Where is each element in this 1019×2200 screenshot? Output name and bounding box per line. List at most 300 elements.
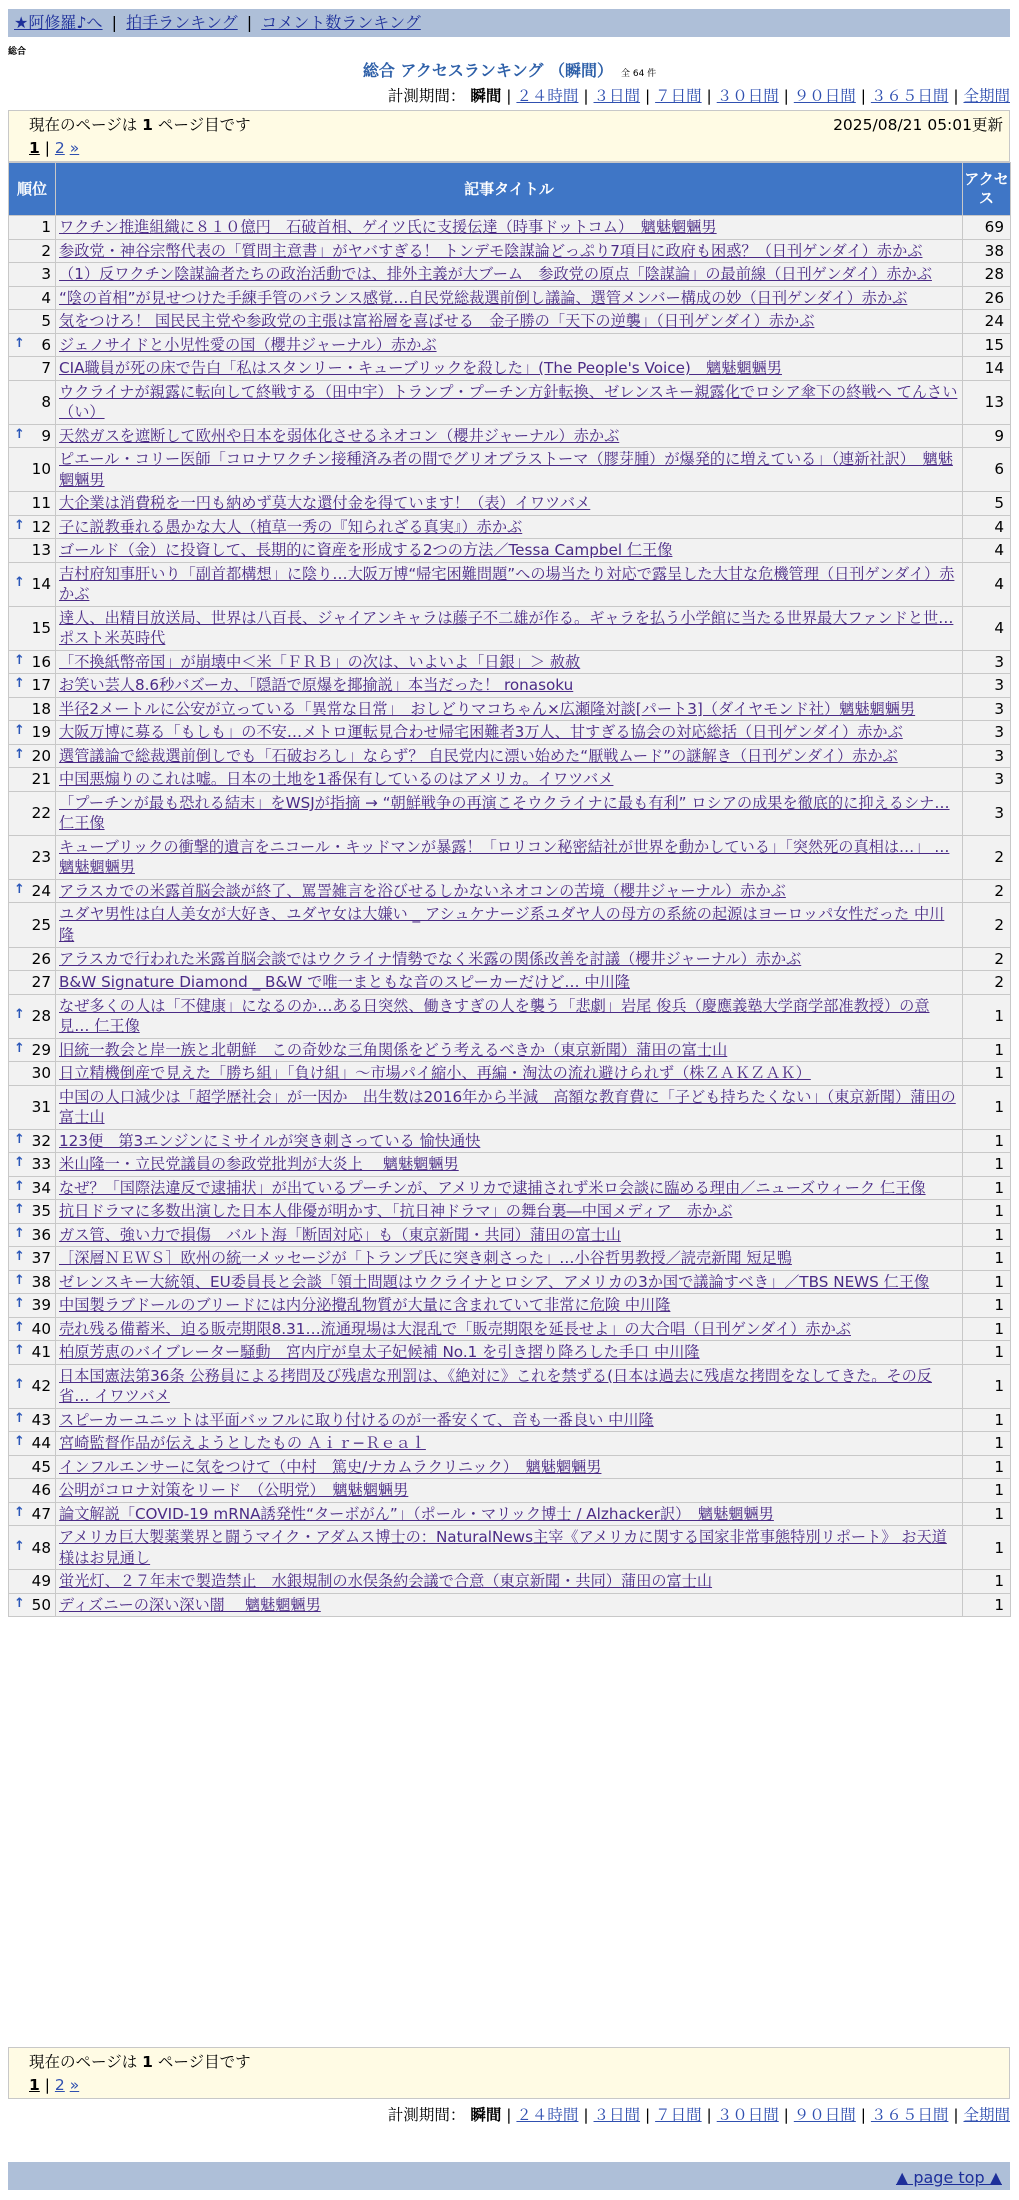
article-title-link[interactable]: 中国悪煽りのこれは嘘。日本の土地を1番保有しているのはアメリカ。イワツバメ [59,770,614,789]
table-row [9,1317,1011,1341]
article-title-link[interactable]: アラスカでの米露首脳会談が終了、罵詈雑言を浴びせるしかないネオコンの苦境（櫻井ジャーナル）赤かぶ [59,881,786,900]
article-title-link[interactable]: 達人、出精目放送局、世界は八百長、ジャイアンキャラは藤子不二雄が作る。ギャラを払う小学館に当たる世界最大ファンドと世… ポスト米英時代 [59,608,954,648]
rank-number: 3 [41,265,51,284]
title-column-header: 記事タイトル [56,163,963,216]
access-count: 2 [963,947,1011,971]
article-title-link[interactable]: 天然ガスを遮断して欧州や日本を弱体化させるネオコン（櫻井ジャーナル）赤かぶ [59,426,620,445]
title-cell [56,835,963,879]
article-title-link[interactable]: 抗日ドラマに多数出演した日本人俳優が明かす、「抗日神ドラマ」の舞台裏―中国メディア 赤かぶ [59,1202,733,1221]
rank-number: 1 [41,218,51,236]
article-title-link[interactable]: お笑い芸人8.6秒バズーカ、「隠語で原爆を揶揄説」本当だった！ ronasoku [59,676,574,695]
access-count: 4 [963,606,1011,650]
period-option-3[interactable]: ３０日間 [716,2106,779,2124]
period-separator: | [855,2106,871,2124]
article-title-link[interactable]: なぜ多くの人は「不健康」になるのか…ある日突然、働きすぎの人を襲う「悲劇」岩尾 俊兵（慶應義塾大学商学部准教授）の意見… 仁王像 [59,996,930,1036]
rank-number: 38 [31,1272,51,1291]
rank-number: 29 [31,1040,51,1059]
article-title-link[interactable]: 123便 第3エンジンにミサイルが突き刺さっている 愉快通快 [59,1131,481,1150]
title-cell [56,539,963,563]
rank-cell [9,947,56,971]
rank-up-arrow-icon: ↑ [14,1410,25,1426]
title-cell [56,1153,963,1177]
access-count: 1 [963,1317,1011,1341]
table-row [9,674,1011,698]
title-cell [56,1341,963,1365]
rank-cell [9,539,56,563]
table-row [9,1223,1011,1247]
period-option-0[interactable]: ２４時間 [516,87,579,105]
period-option-4[interactable]: ９０日間 [793,2106,856,2124]
rank-number: 23 [31,848,51,867]
title-cell [56,448,963,492]
rank-cell [9,1570,56,1594]
access-count: 69 [963,216,1011,240]
rank-up-arrow-icon: ↑ [14,1131,25,1147]
article-title-link[interactable]: インフルエンサーに気をつけて（中村 篤史/ナカムラクリニック） 魑魅魍魎男 [59,1457,602,1476]
title-cell [56,1223,963,1247]
table-row [9,333,1011,357]
article-title-link[interactable]: ユダヤ男性は白人美女が大好き、ユダヤ女は大嫌い _ アシュケナージ系ユダヤ人の母方の系統の起源はヨーロッパ女性だった 中川隆 [59,905,945,944]
access-count: 1 [963,994,1011,1038]
rank-up-arrow-icon: ↑ [14,1296,25,1312]
pager-suffix: ページ目です [157,2053,251,2071]
access-count: 14 [963,357,1011,381]
article-title-link[interactable]: ［深層ＮＥＷＳ］欧州の統一メッセージが「トランプ氏に突き刺さった」…小谷哲男教授／読売新聞 短足鴨 [59,1249,792,1268]
article-title-link[interactable]: 旧統一教会と岸一族と北朝鮮 この奇妙な三角関係をどう考えるべきか（東京新聞）蒲田の富士山 [59,1040,728,1059]
article-title-link[interactable]: 大企業は消費税を一円も納めず莫大な還付金を得ています！（表）イワツバメ [59,494,591,513]
title-cell [56,744,963,768]
title-cell [56,697,963,721]
rank-up-arrow-icon: ↑ [14,1006,25,1022]
table-row [9,1085,1011,1129]
rank-number: 41 [31,1343,51,1362]
rank-number: 36 [31,1225,51,1244]
rank-cell [9,286,56,310]
access-count: 24 [963,310,1011,334]
article-title-link[interactable]: （1）反ワクチン陰謀論者たちの政治活動では、排外主義が大ブーム 参政党の原点「陰謀論」の最前線（日刊ゲンダイ）赤かぶ [59,265,932,284]
rank-cell [9,606,56,650]
period-separator: | [701,2106,717,2124]
period-option-6[interactable]: 全期間 [963,87,1010,105]
access-count: 1 [963,1364,1011,1408]
access-count: 3 [963,697,1011,721]
title-cell [56,1455,963,1479]
title-cell [56,1270,963,1294]
title-cell [56,357,963,381]
rank-cell [9,515,56,539]
rank-number: 34 [31,1178,51,1197]
rank-cell [9,835,56,879]
access-count: 1 [963,1129,1011,1153]
table-row [9,971,1011,995]
table-row [9,286,1011,310]
access-count: 3 [963,674,1011,698]
title-cell [56,562,963,606]
access-count: 1 [963,1341,1011,1365]
access-count: 1 [963,1062,1011,1086]
article-title-link[interactable]: 参政党・神谷宗幣代表の「質問主意書」がヤバすぎる！ トンデモ陰謀論どっぷり7項目に政府も困惑？（日刊ゲンダイ）赤かぶ [59,241,923,260]
article-title-link[interactable]: 論文解説「COVID-19 mRNA誘発性“ターボがん”」（ポール・マリック博士 / Alzhacker訳） 魑魅魍魎男 [59,1504,774,1523]
title-cell [56,650,963,674]
article-title-link[interactable]: 選管議論で総裁選前倒しでも「石破おろし」ならず？ 自民党内に漂い始めた“厭戦ムード”の謎解き（日刊ゲンダイ）赤かぶ [59,746,898,765]
access-count: 1 [963,1153,1011,1177]
access-count: 1 [963,1085,1011,1129]
access-count: 1 [963,1223,1011,1247]
rank-cell [9,1341,56,1365]
rank-number: 42 [31,1377,51,1396]
rank-up-arrow-icon: ↑ [14,676,25,692]
article-title-link[interactable]: ウクライナが親露に転向して終戦する（田中宇）トランプ・プーチン方針転換、ゼレンスキー親露化でロシア傘下の終戦へ てんさい（い） [59,382,958,422]
article-title-link[interactable]: 「不換紙幣帝国」が崩壊中＜米「ＦＲＢ」の次は、いよいよ「日銀」＞ 赦赦 [59,652,581,671]
title-cell [56,1062,963,1086]
table-row [9,994,1011,1038]
rank-cell [9,791,56,835]
page-2-link[interactable]: 2 [54,2075,65,2094]
rank-number: 10 [31,460,51,479]
rank-cell [9,744,56,768]
table-row [9,1200,1011,1224]
clap-ranking-link[interactable]: 拍手ランキング [126,13,238,32]
article-title-link[interactable]: ディズニーの深い深い闇 魑魅魍魎男 [59,1595,321,1614]
article-title-link[interactable]: ワクチン推進組織に８１０億円 石破首相、ゲイツ氏に支援伝達（時事ドットコム） 魑魅魍魎男 [59,218,717,236]
table-row [9,562,1011,606]
home-link[interactable]: ★阿修羅♪へ [14,13,103,32]
table-row [9,1176,1011,1200]
rank-number: 27 [31,973,51,992]
rank-number: 28 [31,1006,51,1025]
period-option-0[interactable]: ２４時間 [516,2106,579,2124]
rank-number: 32 [31,1131,51,1150]
rank-cell [9,216,56,240]
rank-cell [9,1479,56,1503]
pager-suffix: ページ目です [157,116,251,134]
rank-up-arrow-icon: ↑ [14,1504,25,1520]
rank-up-arrow-icon: ↑ [14,335,25,351]
article-title-link[interactable]: ゴールド（金）に投資して、長期的に資産を形成する2つの方法／Tessa Campbel 仁王像 [59,541,673,560]
title-cell [56,1200,963,1224]
title-cell [56,1129,963,1153]
article-title-link[interactable]: 蛍光灯、２７年末で製造禁止 水銀規制の水俣条約会議で合意（東京新聞・共同）蒲田の富士山 [59,1572,713,1591]
article-title-link[interactable]: 宮崎監督作品が伝えようとしたもの Ａｉｒ−Ｒｅａｌ [59,1434,426,1453]
article-title-link[interactable]: スピーカーユニットは平面バッフルに取り付けるのが一番安くて、音も一番良い 中川隆 [59,1410,654,1429]
rank-up-arrow-icon: ↑ [14,1434,25,1450]
title-cell [56,239,963,263]
table-row [9,1364,1011,1408]
rank-up-arrow-icon: ↑ [14,1202,25,1218]
rank-cell [9,1270,56,1294]
rank-cell [9,994,56,1038]
period-separator: | [855,87,871,105]
access-count: 2 [963,879,1011,903]
article-title-link[interactable]: 気をつけろ！ 国民民主党や参政党の主張は富裕層を喜ばせる 金子勝の「天下の逆襲」（日刊ゲンダイ）赤かぶ [59,312,815,331]
period-label: 計測期間： [387,2106,466,2124]
article-title-link[interactable]: アメリカ巨大製薬業界と闘うマイク・アダムス博士の：NaturalNews主宰《アメリカに関する国家非常事態特別リポート》 お天道様はお見通し [59,1528,947,1567]
period-option-5[interactable]: ３６５日間 [870,87,949,105]
rank-number: 46 [31,1481,51,1500]
rank-cell [9,562,56,606]
total-count: 全 64 件 [621,69,657,79]
access-count: 2 [963,971,1011,995]
period-option-2[interactable]: ７日間 [655,87,702,105]
next-page-link[interactable]: » [69,2075,80,2094]
access-count: 4 [963,539,1011,563]
rank-number: 20 [31,746,51,765]
rank-number: 14 [31,574,51,593]
access-count: 2 [963,903,1011,947]
access-count: 9 [963,424,1011,448]
rank-up-arrow-icon: ↑ [14,723,25,739]
article-title-link[interactable]: 大阪万博に募る「もしも」の不安…メトロ運転見合わせ帰宅困難者3万人、甘すぎる協会の対応総括（日刊ゲンダイ）赤かぶ [59,723,903,742]
title-cell [56,791,963,835]
rank-up-arrow-icon: ↑ [14,1538,25,1554]
rank-number: 26 [31,949,51,968]
table-row [9,1526,1011,1570]
table-row [9,1593,1011,1617]
period-option-4[interactable]: ９０日間 [793,87,856,105]
rank-cell [9,1526,56,1570]
rank-column-header: 順位 [9,163,56,216]
table-row [9,1502,1011,1526]
rank-number: 49 [31,1572,51,1591]
table-row [9,1408,1011,1432]
rank-number: 13 [31,541,51,560]
title-cell [56,1085,963,1129]
page-sep: | [44,138,50,157]
access-count: 2 [963,835,1011,879]
article-title-link[interactable]: 公明がコロナ対策をリード （公明党） 魑魅魍魎男 [59,1481,409,1500]
pager-page: 1 [142,2053,153,2071]
article-title-link[interactable]: 売れ残る備蓄米、迫る販売期限8.31…流通現場は大混乱で「販売期限を延長せよ」の大合唱（日刊ゲンダイ）赤かぶ [59,1319,851,1338]
access-count: 28 [963,263,1011,287]
table-row [9,903,1011,947]
rank-cell [9,721,56,745]
period-separator: | [948,87,964,105]
article-title-link[interactable]: 中国の人口減少は「超学歴社会」が一因か 出生数は2016年から半減 高額な教育費に「子ども持ちたくない」（東京新聞）蒲田の富士山 [59,1087,956,1127]
rank-cell [9,903,56,947]
access-count: 1 [963,1455,1011,1479]
period-option-5[interactable]: ３６５日間 [870,2106,949,2124]
article-title-link[interactable]: 吉村府知事肝いり「副首都構想」に陰り…大阪万博“帰宅困難問題”への場当たり対応で露呈した大甘な危機管理（日刊ゲンダイ）赤かぶ [59,564,955,604]
ranking-table [8,162,1011,1617]
rank-up-arrow-icon: ↑ [14,1249,25,1265]
rank-cell [9,971,56,995]
pager-bottom [8,2047,1010,2099]
rank-number: 37 [31,1249,51,1268]
rank-cell [9,674,56,698]
rank-number: 30 [31,1064,51,1083]
article-title-link[interactable]: ピエール・コリー医師「コロナワクチン接種済み者の間でグリオブラストーマ（膠芽腫）が爆発的に増えている」（連新社訳） 魑魅魍魎男 [59,450,953,489]
rank-number: 22 [31,804,51,823]
title-cell [56,1570,963,1594]
period-current: 瞬間 [470,87,502,105]
access-count: 3 [963,721,1011,745]
access-count: 1 [963,1502,1011,1526]
access-count: 3 [963,744,1011,768]
table-row [9,721,1011,745]
table-row [9,1129,1011,1153]
article-title-link[interactable]: 「プーチンが最も恐れる結末」をWSJが指摘 → “朝鮮戦争の再演こそウクライナに最も有利” ロシアの成果を徹底的に抑えるシナ… 仁王像 [59,793,950,833]
page-current: 1 [29,138,40,157]
title-cell [56,1247,963,1271]
rank-cell [9,263,56,287]
article-title-link[interactable]: 柏原芳恵のバイブレーター騒動 宮内庁が皇太子妃候補 No.1 を引き摺り降ろした手口 中川隆 [59,1343,700,1362]
period-separator: | [701,87,717,105]
rank-cell [9,1593,56,1617]
rank-number: 17 [31,676,51,695]
rank-number: 47 [31,1504,51,1523]
rank-cell [9,448,56,492]
period-separator: | [578,2106,594,2124]
rank-cell [9,1085,56,1129]
table-header-row [9,163,1011,216]
table-row [9,1294,1011,1318]
access-count: 1 [963,1270,1011,1294]
rank-cell [9,1247,56,1271]
article-title-link[interactable]: 日本国憲法第36条 公務員による拷問及び残虐な刑罰は、《絶対に》これを禁ずる(日本は過去に残虐な拷問をなしてきた。その反省… イワツバメ [59,1366,932,1406]
rank-cell [9,879,56,903]
rank-number: 21 [31,770,51,789]
rank-up-arrow-icon: ↑ [14,652,25,668]
rank-cell [9,1364,56,1408]
period-separator: | [506,2106,517,2124]
page-top-link[interactable]: ▲ page top ▲ [895,2168,1002,2187]
rank-number: 4 [41,288,51,307]
article-title-link[interactable]: CIA職員が死の床で告白「私はスタンリー・キューブリックを殺した」(The People's Voice) 魑魅魍魎男 [59,359,782,378]
rank-number: 8 [41,392,51,411]
rank-cell [9,1432,56,1456]
period-option-6[interactable]: 全期間 [963,2106,1010,2124]
rank-cell [9,1455,56,1479]
period-option-1[interactable]: ３日間 [593,87,641,105]
article-title-link[interactable]: “陰の首相”が見せつけた手練手管のバランス感覚…自民党総裁選前倒し議論、選管メンバー構成の妙（日刊ゲンダイ）赤かぶ [59,288,908,307]
table-row [9,606,1011,650]
period-option-1[interactable]: ３日間 [593,2106,641,2124]
pager-status [29,2052,989,2073]
rank-number: 45 [31,1457,51,1476]
access-count: 1 [963,1593,1011,1617]
rank-cell [9,1408,56,1432]
article-title-link[interactable]: 中国製ラブドールのブリードには内分泌攪乱物質が大量に含まれていて非常に危険 中川隆 [59,1296,671,1315]
rank-up-arrow-icon: ↑ [14,881,25,897]
title-cell [56,333,963,357]
article-title-link[interactable]: なぜ？「国際法違反で逮捕状」が出ているプーチンが、アメリカで逮捕されず米ロ会談に臨める理由／ニューズウィーク 仁王像 [59,1178,926,1197]
table-row [9,879,1011,903]
title-cell [56,1593,963,1617]
page-numbers [29,138,989,159]
rank-cell [9,650,56,674]
rank-number: 18 [31,699,51,718]
title-cell [56,380,963,424]
period-separator: | [640,87,656,105]
title-cell [56,994,963,1038]
period-separator: | [640,2106,656,2124]
period-option-2[interactable]: ７日間 [655,2106,702,2124]
rank-number: 43 [31,1410,51,1429]
rank-cell [9,239,56,263]
period-option-3[interactable]: ３０日間 [716,87,779,105]
rank-number: 9 [41,426,51,445]
rank-number: 19 [31,723,51,742]
article-title-link[interactable]: B&W Signature Diamond _ B&W で唯一まともな音のスピーカーだけど… 中川隆 [59,973,630,992]
title-cell [56,971,963,995]
article-title-link[interactable]: 日立精機倒産で見えた「勝ち組」「負け組」〜市場パイ縮小、再編・淘汰の流れ避けられず（株ＺＡＫＺＡＫ） [59,1064,811,1083]
title-cell [56,424,963,448]
page-2-link[interactable]: 2 [54,138,65,157]
title-cell [56,263,963,287]
title-cell [56,768,963,792]
next-page-link[interactable]: » [69,138,80,157]
access-column-header: アクセス [963,163,1011,216]
table-row [9,515,1011,539]
access-count: 3 [963,768,1011,792]
table-row [9,650,1011,674]
access-count: 1 [963,1038,1011,1062]
rank-number: 12 [31,517,51,536]
article-title-link[interactable]: ガス管、強い力で損傷 バルト海「断固対応」も（東京新聞・共同）蒲田の富士山 [59,1225,621,1244]
rank-up-arrow-icon: ↑ [14,517,25,533]
rank-cell [9,1317,56,1341]
page-numbers [29,2075,989,2096]
period-separator: | [948,2106,964,2124]
article-title-link[interactable]: 半径2メートルに公安が立っている「異常な日常」 おしどりマコちゃん×広瀬隆対談[パート3]（ダイヤモンド社）魑魅魍魎男 [59,699,916,718]
article-title-link[interactable]: 米山隆一・立民党議員の参政党批判が大炎上 魑魅魍魎男 [59,1155,459,1174]
rank-number: 48 [31,1538,51,1557]
title-cell [56,1176,963,1200]
access-count: 13 [963,380,1011,424]
rank-cell [9,380,56,424]
access-count: 3 [963,650,1011,674]
rank-number: 11 [31,494,51,513]
article-title-link[interactable]: ゼレンスキー大統領、EU委員長と会談「領土問題はウクライナとロシア、アメリカの3か国で議論すべき」／TBS NEWS 仁王像 [59,1272,930,1291]
rank-number: 40 [31,1319,51,1338]
article-title-link[interactable]: ジェノサイドと小児性愛の国（櫻井ジャーナル）赤かぶ [59,335,437,354]
table-row [9,1270,1011,1294]
table-row [9,380,1011,424]
table-row [9,448,1011,492]
rank-up-arrow-icon: ↑ [14,426,25,442]
title-cell [56,310,963,334]
period-selector-top [388,86,1010,107]
rank-cell [9,1038,56,1062]
table-row [9,539,1011,563]
pager-prefix: 現在のページは [29,2053,138,2071]
article-title-link[interactable]: キューブリックの衝撃的遺言をニコール・キッドマンが暴露！「ロリコン秘密結社が世界を動かしている」「突然死の真相は…」 … 魑魅魍魎男 [59,837,950,877]
period-separator: | [506,87,517,105]
table-row [9,357,1011,381]
rank-up-arrow-icon: ↑ [14,746,25,762]
rank-cell [9,357,56,381]
pager-top [8,110,1010,162]
comment-ranking-link[interactable]: コメント数ランキング [261,13,421,32]
title-cell [56,216,963,240]
title-cell [56,515,963,539]
rank-number: 16 [31,652,51,671]
article-title-link[interactable]: アラスカで行われた米露首脳会談ではウクライナ情勢でなく米露の関係改善を討議（櫻井ジャーナル）赤かぶ [59,949,802,968]
genre-label: 総合 [8,47,27,57]
rank-number: 50 [31,1595,51,1614]
rank-cell [9,1502,56,1526]
title-cell [56,606,963,650]
rank-cell [9,1176,56,1200]
table-row [9,1062,1011,1086]
rank-cell [9,310,56,334]
article-title-link[interactable]: 子に説教垂れる愚かな大人（植草一秀の『知られざる真実』）赤かぶ [59,517,523,536]
rank-number: 7 [41,359,51,378]
rank-number: 39 [31,1296,51,1315]
top-nav-bar [8,9,1010,37]
footer-bar [8,2162,1010,2190]
period-separator: | [778,87,794,105]
